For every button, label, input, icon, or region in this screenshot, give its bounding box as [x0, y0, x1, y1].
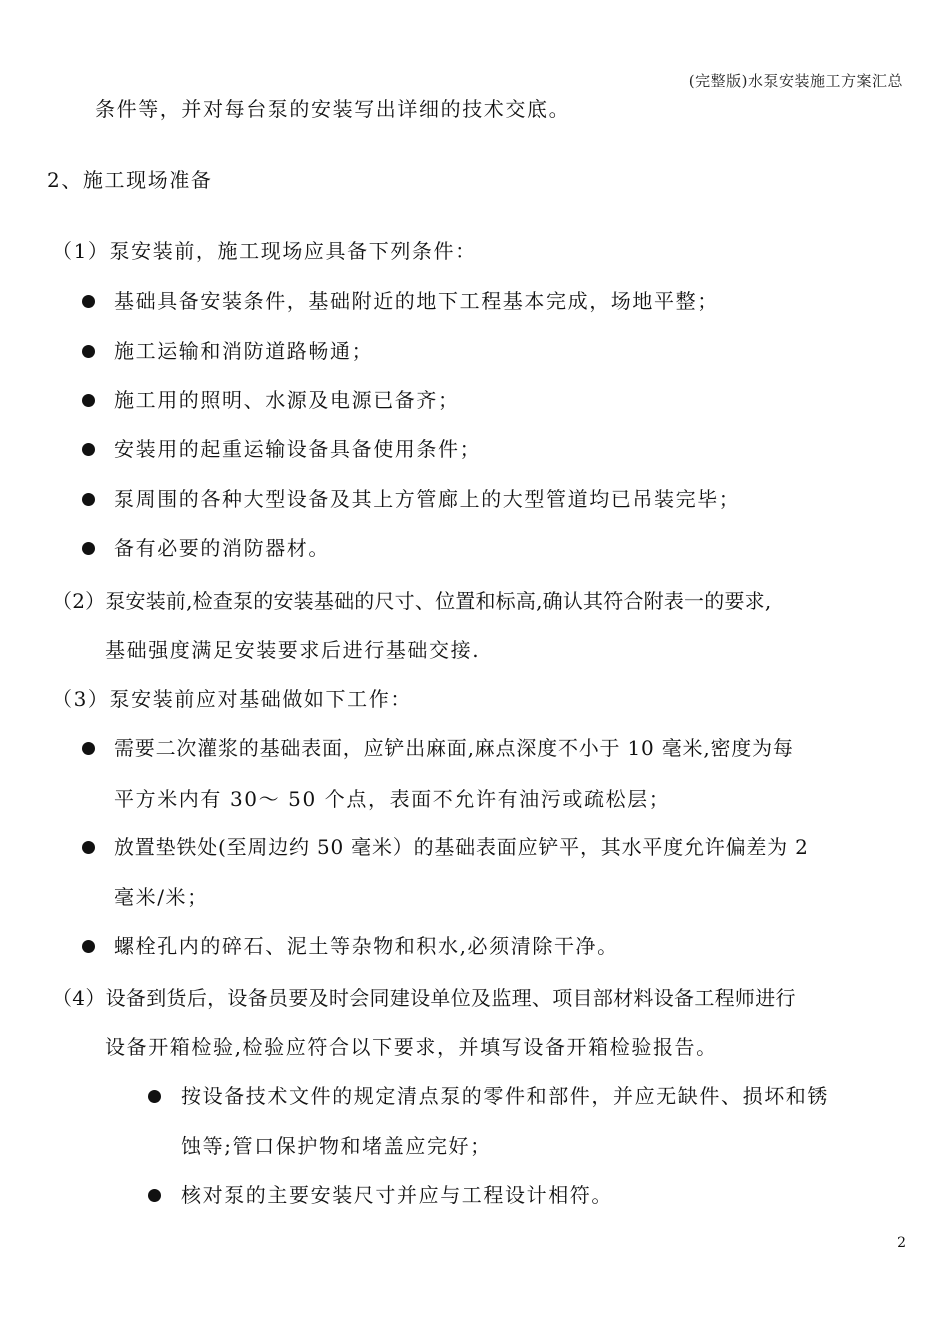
bullet-icon: [148, 1189, 161, 1202]
bullet-icon: [82, 493, 95, 506]
paragraph-line: 基础强度满足安装要求后进行基础交接.: [105, 638, 481, 662]
item-heading: （4）设备到货后，设备员要及时会同建设单位及监理、项目部材料设备工程师进行: [52, 986, 796, 1010]
bullet-icon: [82, 394, 95, 407]
bullet-item: 需要二次灌浆的基础表面，应铲出麻面,麻点深度不小于 10 毫米,密度为每: [114, 736, 794, 760]
bullet-item: 螺栓孔内的碎石、泥土等杂物和积水,必须清除干净。: [114, 934, 619, 958]
bullet-item: 施工运输和消防道路畅通；: [114, 339, 374, 363]
item-heading: （1）泵安装前，施工现场应具备下列条件：: [52, 239, 477, 263]
bullet-icon: [82, 345, 95, 358]
section-heading: 2、施工现场准备: [47, 168, 213, 192]
bullet-item: 基础具备安装条件，基础附近的地下工程基本完成，场地平整；: [114, 289, 719, 313]
paragraph-line: 蚀等;管口保护物和堵盖应完好；: [181, 1134, 492, 1158]
page-number: 2: [897, 1235, 906, 1251]
paragraph-line: 条件等，并对每台泵的安装写出详细的技术交底。: [95, 97, 571, 121]
running-header: (完整版)水泵安装施工方案汇总: [688, 72, 903, 90]
bullet-item: 放置垫铁处(至周边约 50 毫米）的基础表面应铲平，其水平度允许偏差为 2: [114, 835, 809, 859]
bullet-item: 施工用的照明、水源及电源已备齐；: [114, 388, 460, 412]
paragraph-line: 毫米/米；: [114, 885, 209, 909]
bullet-icon: [82, 542, 95, 555]
item-heading: （3）泵安装前应对基础做如下工作：: [52, 687, 412, 711]
bullet-icon: [82, 742, 95, 755]
bullet-icon: [82, 295, 95, 308]
bullet-item: 安装用的起重运输设备具备使用条件；: [114, 437, 482, 461]
paragraph-line: 设备开箱检验,检验应符合以下要求，并填写设备开箱检验报告。: [105, 1035, 718, 1059]
bullet-icon: [82, 443, 95, 456]
item-heading: （2）泵安装前,检查泵的安装基础的尺寸、位置和标高,确认其符合附表一的要求,: [52, 589, 772, 613]
paragraph-line: 平方米内有 30～ 50 个点，表面不允许有油污或疏松层；: [114, 787, 671, 811]
bullet-item: 核对泵的主要安装尺寸并应与工程设计相符。: [181, 1183, 613, 1207]
bullet-item: 备有必要的消防器材。: [114, 536, 330, 560]
bullet-icon: [148, 1090, 161, 1103]
bullet-icon: [82, 841, 95, 854]
bullet-item: 按设备技术文件的规定清点泵的零件和部件，并应无缺件、损坏和锈: [181, 1084, 829, 1108]
bullet-icon: [82, 940, 95, 953]
bullet-item: 泵周围的各种大型设备及其上方管廊上的大型管道均已吊装完毕；: [114, 487, 741, 511]
